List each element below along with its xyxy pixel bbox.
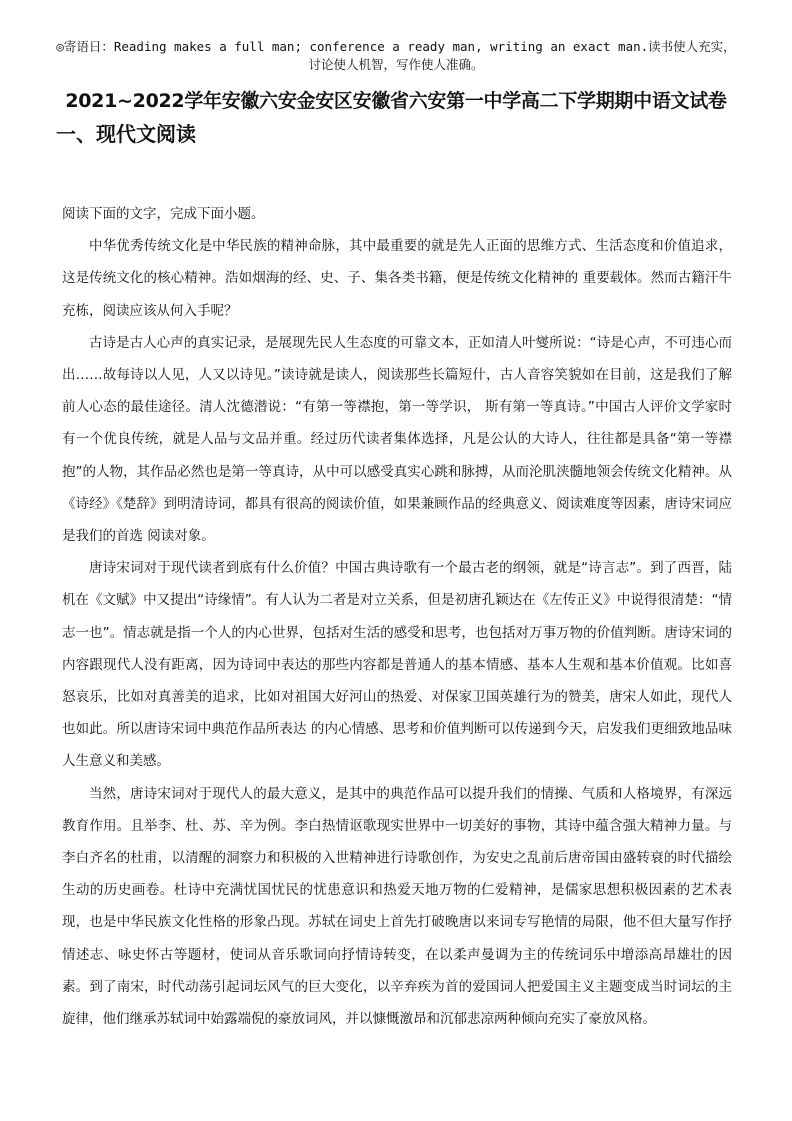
- passage-paragraph-3: 唐诗宋词对于现代读者到底有什么价值？中国古典诗歌有一个最古老的纲领，就是“诗言志”。到了西晋，陆机在《文赋》中又提出“诗缘情”。有人认为二者是对立关系，但是初唐孔颖达在《左传正义》中说得很清楚：“情志一也”。情志就是指一个人的内心世界，包括对生活的感受和思考，也包括对万事万物的价值判断。唐诗宋词的内容跟现代人没有距离，因为诗词中表达的那些内容都是普通人的基本情感、基本人生观和基本价值观。比如喜怒哀乐，比如对真善美的追求，比如对祖国大好河山的热爱、对保家卫国英雄行为的赞美，唐宋人如此，现代人也如此。所以唐诗宋词中典范作品所表达 的内心情感、思考和价值判断可以传递到今天，启发我们更细致地品味人生意义和美感。: [62, 560, 732, 770]
- passage: [62, 198, 732, 1035]
- passage-paragraph-2: 古诗是古人心声的真实记录，是展现先民人生态度的可靠文本，正如清人叶燮所说：“诗是心声，不可违心而出……故每诗以人见，人又以诗见。”读诗就是读人，阅读那些长篇短什，古人音容笑貌如在目前，这是我们了解前人心态的最佳途径。清人沈德潜说：“有第一等襟抱，第一等学识， 斯有第一等真诗。”中国古人评价文学家时有一个优良传统，就是人品与文品并重。经过历代读者集体选择，凡是公认的大诗人，往往都是具备“第一等襟抱”的人物，其作品必然也是第一等真诗，从中可以感受真实心跳和脉搏，从而沦肌浃髓地领会传统文化精神。从《诗经》《楚辞》到明清诗词，都具有很高的阅读价值，如果兼顾作品的经典意义、阅读难度等因素，唐诗宋词应是我们的首选 阅读对象。: [62, 334, 732, 545]
- passage-paragraph-4: 当然，唐诗宋词对于现代人的最大意义，是其中的典范作品可以提升我们的情操、气质和人格境界，有深远教育作用。且举李、杜、苏、辛为例。李白热情讴歌现实世界中一切美好的事物，其诗中蕴含强大精神力量。与李白齐名的杜甫，以清醒的洞察力和积极的入世精神进行诗歌创作，为安史之乱前后唐帝国由盛转衰的时代描绘生动的历史画卷。杜诗中充满忧国忧民的忧患意识和热爱天地万物的仁爱精神，是儒家思想积极因素的艺术表现，也是中华民族文化性格的形象凸现。苏轼在词史上首先打破晚唐以来词专写艳情的局限，他不但大量写作抒情述志、咏史怀古等题材，使词从音乐歌词向抒情诗转变，在以柔声曼调为主的传统词乐中增添高昂雄壮的因素。到了南宋，时代动荡引起词坛风气的巨大变化，以辛弃疾为首的爱国词人把爱国主义主题变成当时词坛的主旋律，他们继承苏轼词中始露端倪的豪放词风，并以慷慨激昂和沉郁悲凉两种倾向充实了豪放风格。: [62, 785, 732, 1028]
- passage-instruction: 阅读下面的文字，完成下面小题。: [62, 206, 265, 222]
- motto-line-1: ◎寄语日：Reading makes a full man; conference a ready man, writing an exact man.读书使人充实，: [56, 39, 736, 54]
- motto-line-2: 讨论使人机智，写作使人准确。: [308, 57, 484, 72]
- section-heading: 一、现代文阅读: [56, 122, 196, 146]
- passage-paragraph-1: 中华优秀传统文化是中华民族的精神命脉，其中最重要的就是先人正面的思维方式、生活态度和价值追求，这是传统文化的核心精神。浩如烟海的经、史、子、集各类书籍，便是传统文化精神的 重要载体。然而古籍汗牛充栋，阅读应该从何入手呢？: [62, 238, 732, 319]
- header-motto: [40, 38, 752, 74]
- document-title: 2021~2022学年安徽六安金安区安徽省六安第一中学高二下学期期中语文试卷: [65, 90, 727, 112]
